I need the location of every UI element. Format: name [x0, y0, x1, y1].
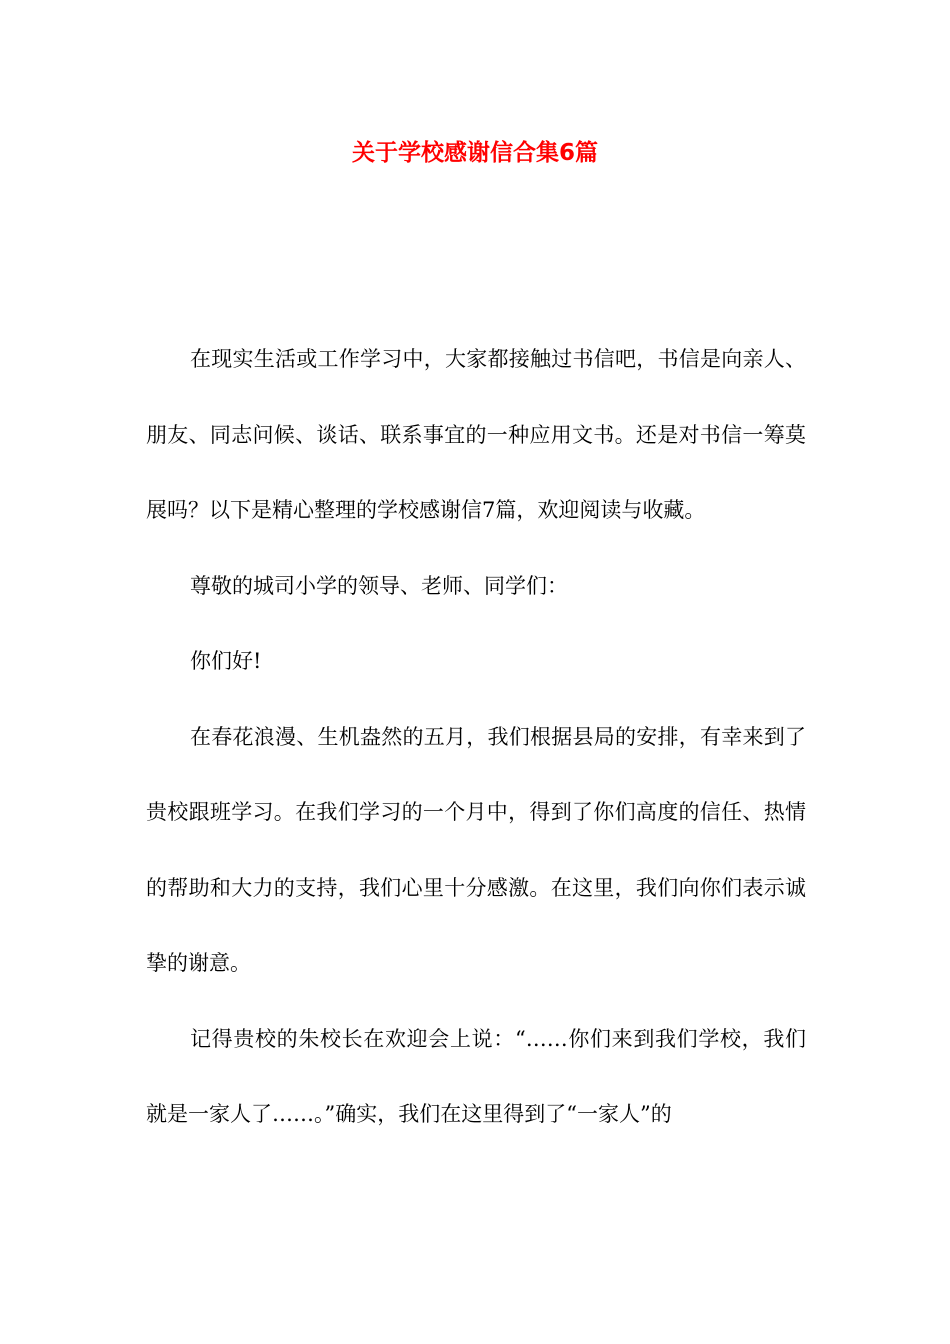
paragraph-intro: 在现实生活或工作学习中，大家都接触过书信吧，书信是向亲人、朋友、同志问候、谈话、联系事宜的一种应用文书。还是对书信一筹莫展吗？以下是精心整理的学校感谢信7篇，欢迎阅读与收藏。 — [146, 347, 806, 522]
document-title: 关于学校感谢信合集6篇 — [351, 140, 598, 166]
paragraph-salutation: 尊敬的城司小学的领导、老师、同学们： — [190, 573, 568, 598]
paragraph-body-1: 在春花浪漫、生机盎然的五月，我们根据县局的安排，有幸来到了贵校跟班学习。在我们学习的一个月中，得到了你们高度的信任、热情的帮助和大力的支持，我们心里十分感激。在这里，我们向你们表示诚挚的谢意。 — [146, 724, 806, 975]
paragraph-greeting: 你们好! — [190, 649, 262, 673]
paragraph-body-2: 记得贵校的朱校长在欢迎会上说：“……你们来到我们学校，我们就是一家人了……。”确实，我们在这里得到了“一家人”的 — [146, 1026, 806, 1126]
document-body — [146, 322, 806, 1153]
